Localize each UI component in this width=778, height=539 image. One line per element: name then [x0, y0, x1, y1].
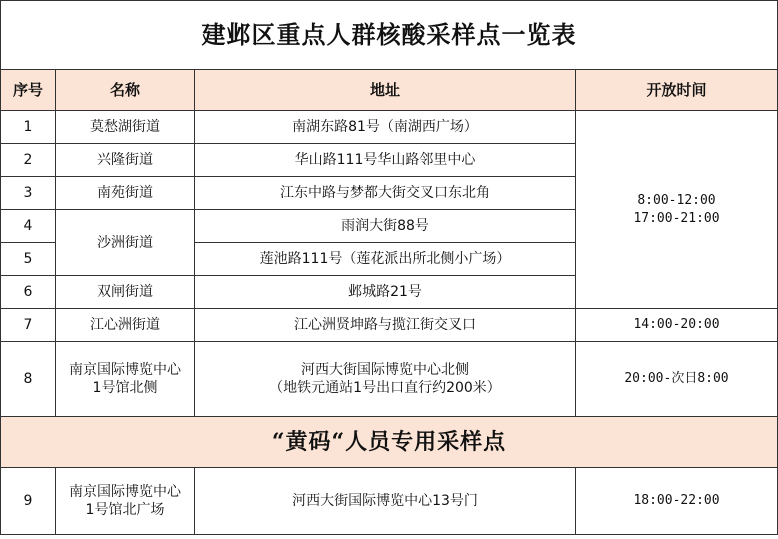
shared-open-time: [576, 111, 778, 309]
row-address: [195, 342, 576, 417]
header-index: 序号: [1, 70, 56, 111]
row-name: 沙洲街道: [56, 210, 195, 276]
row-address: 南湖东路81号（南湖西广场）: [195, 111, 576, 144]
header-time: 开放时间: [576, 70, 778, 111]
section-title-yellow-code: “黄码“人员专用采样点: [1, 417, 778, 468]
table-row: [1, 468, 778, 535]
row-address-line1: 河西大街国际博览中心北侧: [301, 362, 469, 378]
table-row: [1, 309, 778, 342]
row-address: 莲池路111号（莲花派出所北侧小广场）: [195, 243, 576, 276]
open-time-morning: 8:00-12:00: [637, 192, 716, 208]
row-index: 8: [1, 342, 56, 417]
row-address: 河西大街国际博览中心13号门: [195, 468, 576, 535]
row-name: 南苑街道: [56, 177, 195, 210]
row-name: [56, 468, 195, 535]
row-index: 1: [1, 111, 56, 144]
row-open-time: 14:00-20:00: [576, 309, 778, 342]
row-index: 9: [1, 468, 56, 535]
row-name: 双闸街道: [56, 276, 195, 309]
page-title: 建邺区重点人群核酸采样点一览表: [1, 1, 778, 70]
row-name-line1: 南京国际博览中心: [69, 484, 181, 500]
row-name-line1: 南京国际博览中心: [69, 362, 181, 378]
row-index: 6: [1, 276, 56, 309]
row-open-time: 20:00-次日8:00: [576, 342, 778, 417]
header-address: 地址: [195, 70, 576, 111]
table-row: [1, 342, 778, 417]
row-index: 3: [1, 177, 56, 210]
table-header-row: [1, 70, 778, 111]
row-address: 邺城路21号: [195, 276, 576, 309]
row-index: 5: [1, 243, 56, 276]
row-name: 兴隆街道: [56, 144, 195, 177]
row-name: 江心洲街道: [56, 309, 195, 342]
row-address: 华山路111号华山路邻里中心: [195, 144, 576, 177]
header-name: 名称: [56, 70, 195, 111]
row-name-line2: 1号馆北侧: [92, 380, 158, 396]
row-address: 江心洲贤坤路与揽江街交叉口: [195, 309, 576, 342]
row-address: 雨润大街88号: [195, 210, 576, 243]
table-row: [1, 111, 778, 144]
row-name-line2: 1号馆北广场: [85, 502, 165, 518]
row-name: [56, 342, 195, 417]
row-address-line2: （地铁元通站1号出口直行约200米）: [269, 380, 501, 396]
row-open-time: 18:00-22:00: [576, 468, 778, 535]
row-index: 7: [1, 309, 56, 342]
row-name: 莫愁湖街道: [56, 111, 195, 144]
row-address: 江东中路与梦都大街交叉口东北角: [195, 177, 576, 210]
row-index: 2: [1, 144, 56, 177]
open-time-evening: 17:00-21:00: [633, 210, 720, 226]
row-index: 4: [1, 210, 56, 243]
